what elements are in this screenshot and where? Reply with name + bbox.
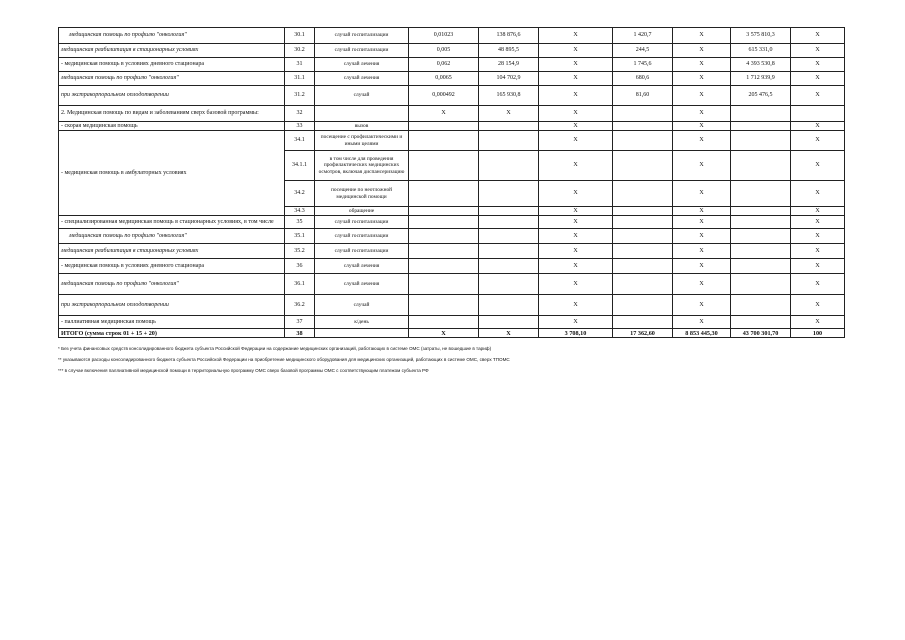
row-label: - медицинская помощь в условиях дневного стационара [59,259,285,274]
value-cell-7: X [791,229,845,244]
value-cell-4 [613,181,673,207]
value-cell-1 [409,259,479,274]
row-label: - медицинская помощь в условиях дневного стационара [59,58,285,72]
value-cell-5: X [673,181,731,207]
value-cell-6: 4 393 530,8 [731,58,791,72]
value-cell-6: 43 700 301,70 [731,329,791,338]
unit-cell: обращение [315,207,409,216]
row-label: при экстракорпоральном оплодотворении [59,86,285,106]
value-cell-6 [731,151,791,181]
row-label: ИТОГО (сумма строк 01 + 15 + 20) [59,329,285,338]
value-cell-6: 1 712 939,9 [731,72,791,86]
value-cell-1 [409,244,479,259]
value-cell-3: X [539,181,613,207]
row-number: 34.2 [285,181,315,207]
value-cell-6 [731,316,791,329]
value-cell-4 [613,244,673,259]
row-label: медицинская реабилитация в стационарных условиях [59,44,285,58]
value-cell-2 [479,151,539,181]
value-cell-6 [731,274,791,295]
row-number: 38 [285,329,315,338]
value-cell-4 [613,207,673,216]
unit-cell: посещение по неотложной медицинской помощи [315,181,409,207]
unit-cell: случай [315,86,409,106]
total-row [59,329,845,338]
value-cell-7: X [791,72,845,86]
value-cell-2 [479,122,539,131]
value-cell-7: X [791,207,845,216]
unit-cell: вызов [315,122,409,131]
value-cell-6: 615 331,0 [731,44,791,58]
value-cell-4 [613,274,673,295]
value-cell-1: X [409,106,479,122]
value-cell-5: X [673,244,731,259]
row-label: при экстракорпоральном оплодотворении [59,295,285,316]
value-cell-6: 205 476,5 [731,86,791,106]
value-cell-7: X [791,44,845,58]
value-cell-5: X [673,316,731,329]
value-cell-7: X [791,244,845,259]
row-number: 34.1.1 [285,151,315,181]
value-cell-4: 1 420,7 [613,28,673,44]
value-cell-5: X [673,28,731,44]
value-cell-3: X [539,151,613,181]
value-cell-1: 0,0065 [409,72,479,86]
value-cell-5: 8 853 445,30 [673,329,731,338]
value-cell-4 [613,229,673,244]
row-number: 34.1 [285,131,315,151]
table-row [59,131,845,151]
value-cell-6 [731,295,791,316]
value-cell-5: X [673,259,731,274]
value-cell-1 [409,274,479,295]
value-cell-3: X [539,274,613,295]
value-cell-5: X [673,131,731,151]
value-cell-7: X [791,274,845,295]
value-cell-6 [731,229,791,244]
value-cell-3: X [539,316,613,329]
value-cell-6 [731,181,791,207]
row-number: 35.2 [285,244,315,259]
row-label: - медицинская помощь в амбулаторных условиях [59,131,285,216]
value-cell-5: X [673,44,731,58]
value-cell-1: 0,005 [409,44,479,58]
row-number: 36 [285,259,315,274]
row-label: 2. Медицинская помощь по видам и заболеваниям сверх базовой программы: [59,106,285,122]
value-cell-3: X [539,131,613,151]
table-row [59,58,845,72]
value-cell-6 [731,131,791,151]
table-row [59,229,845,244]
value-cell-2: 104 702,9 [479,72,539,86]
table-row [59,72,845,86]
footnote-2: ** указываются расходы консолидированного бюджета субъекта Российской Федерации на приобретение медицинского оборудования для медицинских организаций, работающих в системе ОМС, сверх ТПОМС [58,357,510,362]
value-cell-1 [409,295,479,316]
value-cell-5: X [673,216,731,229]
value-cell-3: X [539,216,613,229]
value-cell-2 [479,274,539,295]
value-cell-1: X [409,329,479,338]
table-row [59,316,845,329]
row-number: 35.1 [285,229,315,244]
value-cell-3: X [539,106,613,122]
document-sheet [58,27,844,376]
value-cell-3: 3 708,10 [539,329,613,338]
value-cell-7: X [791,259,845,274]
value-cell-2 [479,181,539,207]
value-cell-1 [409,122,479,131]
value-cell-2 [479,295,539,316]
value-cell-2 [479,131,539,151]
table-row [59,295,845,316]
table-row [59,259,845,274]
value-cell-7: X [791,58,845,72]
row-number: 31.2 [285,86,315,106]
row-number: 35 [285,216,315,229]
value-cell-1 [409,229,479,244]
value-cell-1: 0,01023 [409,28,479,44]
value-cell-7: X [791,295,845,316]
value-cell-6 [731,259,791,274]
table-row [59,244,845,259]
value-cell-4 [613,151,673,181]
value-cell-1: 0,062 [409,58,479,72]
table-row [59,216,845,229]
value-cell-5: X [673,274,731,295]
value-cell-6 [731,106,791,122]
value-cell-5: X [673,122,731,131]
value-cell-4 [613,216,673,229]
unit-cell: случай лечения [315,259,409,274]
value-cell-5: X [673,86,731,106]
value-cell-3: X [539,86,613,106]
value-cell-2: 48 895,5 [479,44,539,58]
value-cell-4 [613,131,673,151]
value-cell-3: X [539,58,613,72]
value-cell-5: X [673,72,731,86]
value-cell-1 [409,131,479,151]
row-number: 36.1 [285,274,315,295]
value-cell-5: X [673,106,731,122]
table-row [59,86,845,106]
row-number: 36.2 [285,295,315,316]
unit-cell: случай лечения [315,274,409,295]
row-number: 30.2 [285,44,315,58]
row-label: медицинская помощь по профилю "онкология" [59,229,285,244]
value-cell-4 [613,122,673,131]
value-cell-6 [731,122,791,131]
row-label: медицинская помощь по профилю "онкология" [59,274,285,295]
value-cell-7: X [791,216,845,229]
value-cell-7: X [791,151,845,181]
unit-cell: случай лечения [315,58,409,72]
value-cell-2: X [479,329,539,338]
value-cell-2: 138 876,6 [479,28,539,44]
value-cell-4: 1 745,6 [613,58,673,72]
value-cell-2: 28 154,9 [479,58,539,72]
value-cell-3: X [539,295,613,316]
value-cell-2 [479,244,539,259]
value-cell-3: X [539,44,613,58]
row-label: медицинская помощь по профилю "онкология" [59,28,285,44]
value-cell-2: 165 930,8 [479,86,539,106]
row-number: 33 [285,122,315,131]
table-row [59,122,845,131]
value-cell-4: 17 362,60 [613,329,673,338]
table-row [59,106,845,122]
value-cell-6 [731,244,791,259]
table-row [59,28,845,44]
unit-cell: случай [315,295,409,316]
unit-cell: случай госпитализации [315,229,409,244]
value-cell-1 [409,181,479,207]
value-cell-3: X [539,72,613,86]
value-cell-7 [791,106,845,122]
value-cell-2 [479,207,539,216]
unit-cell: случай госпитализации [315,28,409,44]
unit-cell: случай госпитализации [315,44,409,58]
value-cell-2: X [479,106,539,122]
unit-cell: случай госпитализации [315,216,409,229]
value-cell-6 [731,207,791,216]
value-cell-3: X [539,229,613,244]
row-number: 31 [285,58,315,72]
value-cell-2 [479,316,539,329]
value-cell-7: X [791,131,845,151]
row-number: 30.1 [285,28,315,44]
value-cell-3: X [539,122,613,131]
value-cell-5: X [673,207,731,216]
value-cell-5: X [673,58,731,72]
value-cell-4: 680,6 [613,72,673,86]
value-cell-1 [409,216,479,229]
value-cell-4 [613,106,673,122]
value-cell-3: X [539,259,613,274]
unit-cell: к/день [315,316,409,329]
unit-cell [315,106,409,122]
value-cell-3: X [539,28,613,44]
row-label: - специализированная медицинская помощь в стационарных условиях, в том числе [59,216,285,229]
unit-cell [315,329,409,338]
row-number: 31.1 [285,72,315,86]
value-cell-3: X [539,207,613,216]
value-cell-7: X [791,316,845,329]
unit-cell: случай лечения [315,72,409,86]
unit-cell: случай госпитализации [315,244,409,259]
value-cell-4 [613,259,673,274]
financing-table [58,27,845,338]
value-cell-6 [731,216,791,229]
value-cell-3: X [539,244,613,259]
row-number: 34.3 [285,207,315,216]
value-cell-7: X [791,122,845,131]
unit-cell: посещение с профилактическими и иными целями [315,131,409,151]
value-cell-4 [613,295,673,316]
value-cell-4: 244,5 [613,44,673,58]
value-cell-7: X [791,86,845,106]
row-number: 32 [285,106,315,122]
value-cell-1: 0,000492 [409,86,479,106]
footnotes [58,343,844,376]
row-label: - паллиативная медицинская помощь [59,316,285,329]
value-cell-2 [479,216,539,229]
value-cell-7: 100 [791,329,845,338]
table-row [59,274,845,295]
value-cell-5: X [673,295,731,316]
unit-cell: в том числе для проведения профилактических медицинских осмотров, включая диспансеризацию [315,151,409,181]
value-cell-2 [479,229,539,244]
value-cell-4 [613,316,673,329]
value-cell-1 [409,207,479,216]
value-cell-1 [409,316,479,329]
value-cell-4: 81,60 [613,86,673,106]
footnote-3: *** в случае включения паллиативной медицинской помощи в территориальную программу ОМС сверх базовой программы ОМС с соответствующим платежом субъекта РФ [58,368,429,373]
value-cell-7: X [791,181,845,207]
row-label: медицинская помощь по профилю "онкология" [59,72,285,86]
row-label: - скорая медицинская помощь [59,122,285,131]
value-cell-1 [409,151,479,181]
row-label: медицинская реабилитация в стационарных условиях [59,244,285,259]
table-row [59,44,845,58]
value-cell-5: X [673,151,731,181]
value-cell-2 [479,259,539,274]
value-cell-7: X [791,28,845,44]
value-cell-5: X [673,229,731,244]
value-cell-6: 3 575 810,3 [731,28,791,44]
row-number: 37 [285,316,315,329]
footnote-1: * Без учета финансовых средств консолидированного бюджета субъекта Российской Федерации на содержание медицинских организаций, работающих в системе ОМС (затраты, не вошедшие в тариф) [58,346,492,351]
